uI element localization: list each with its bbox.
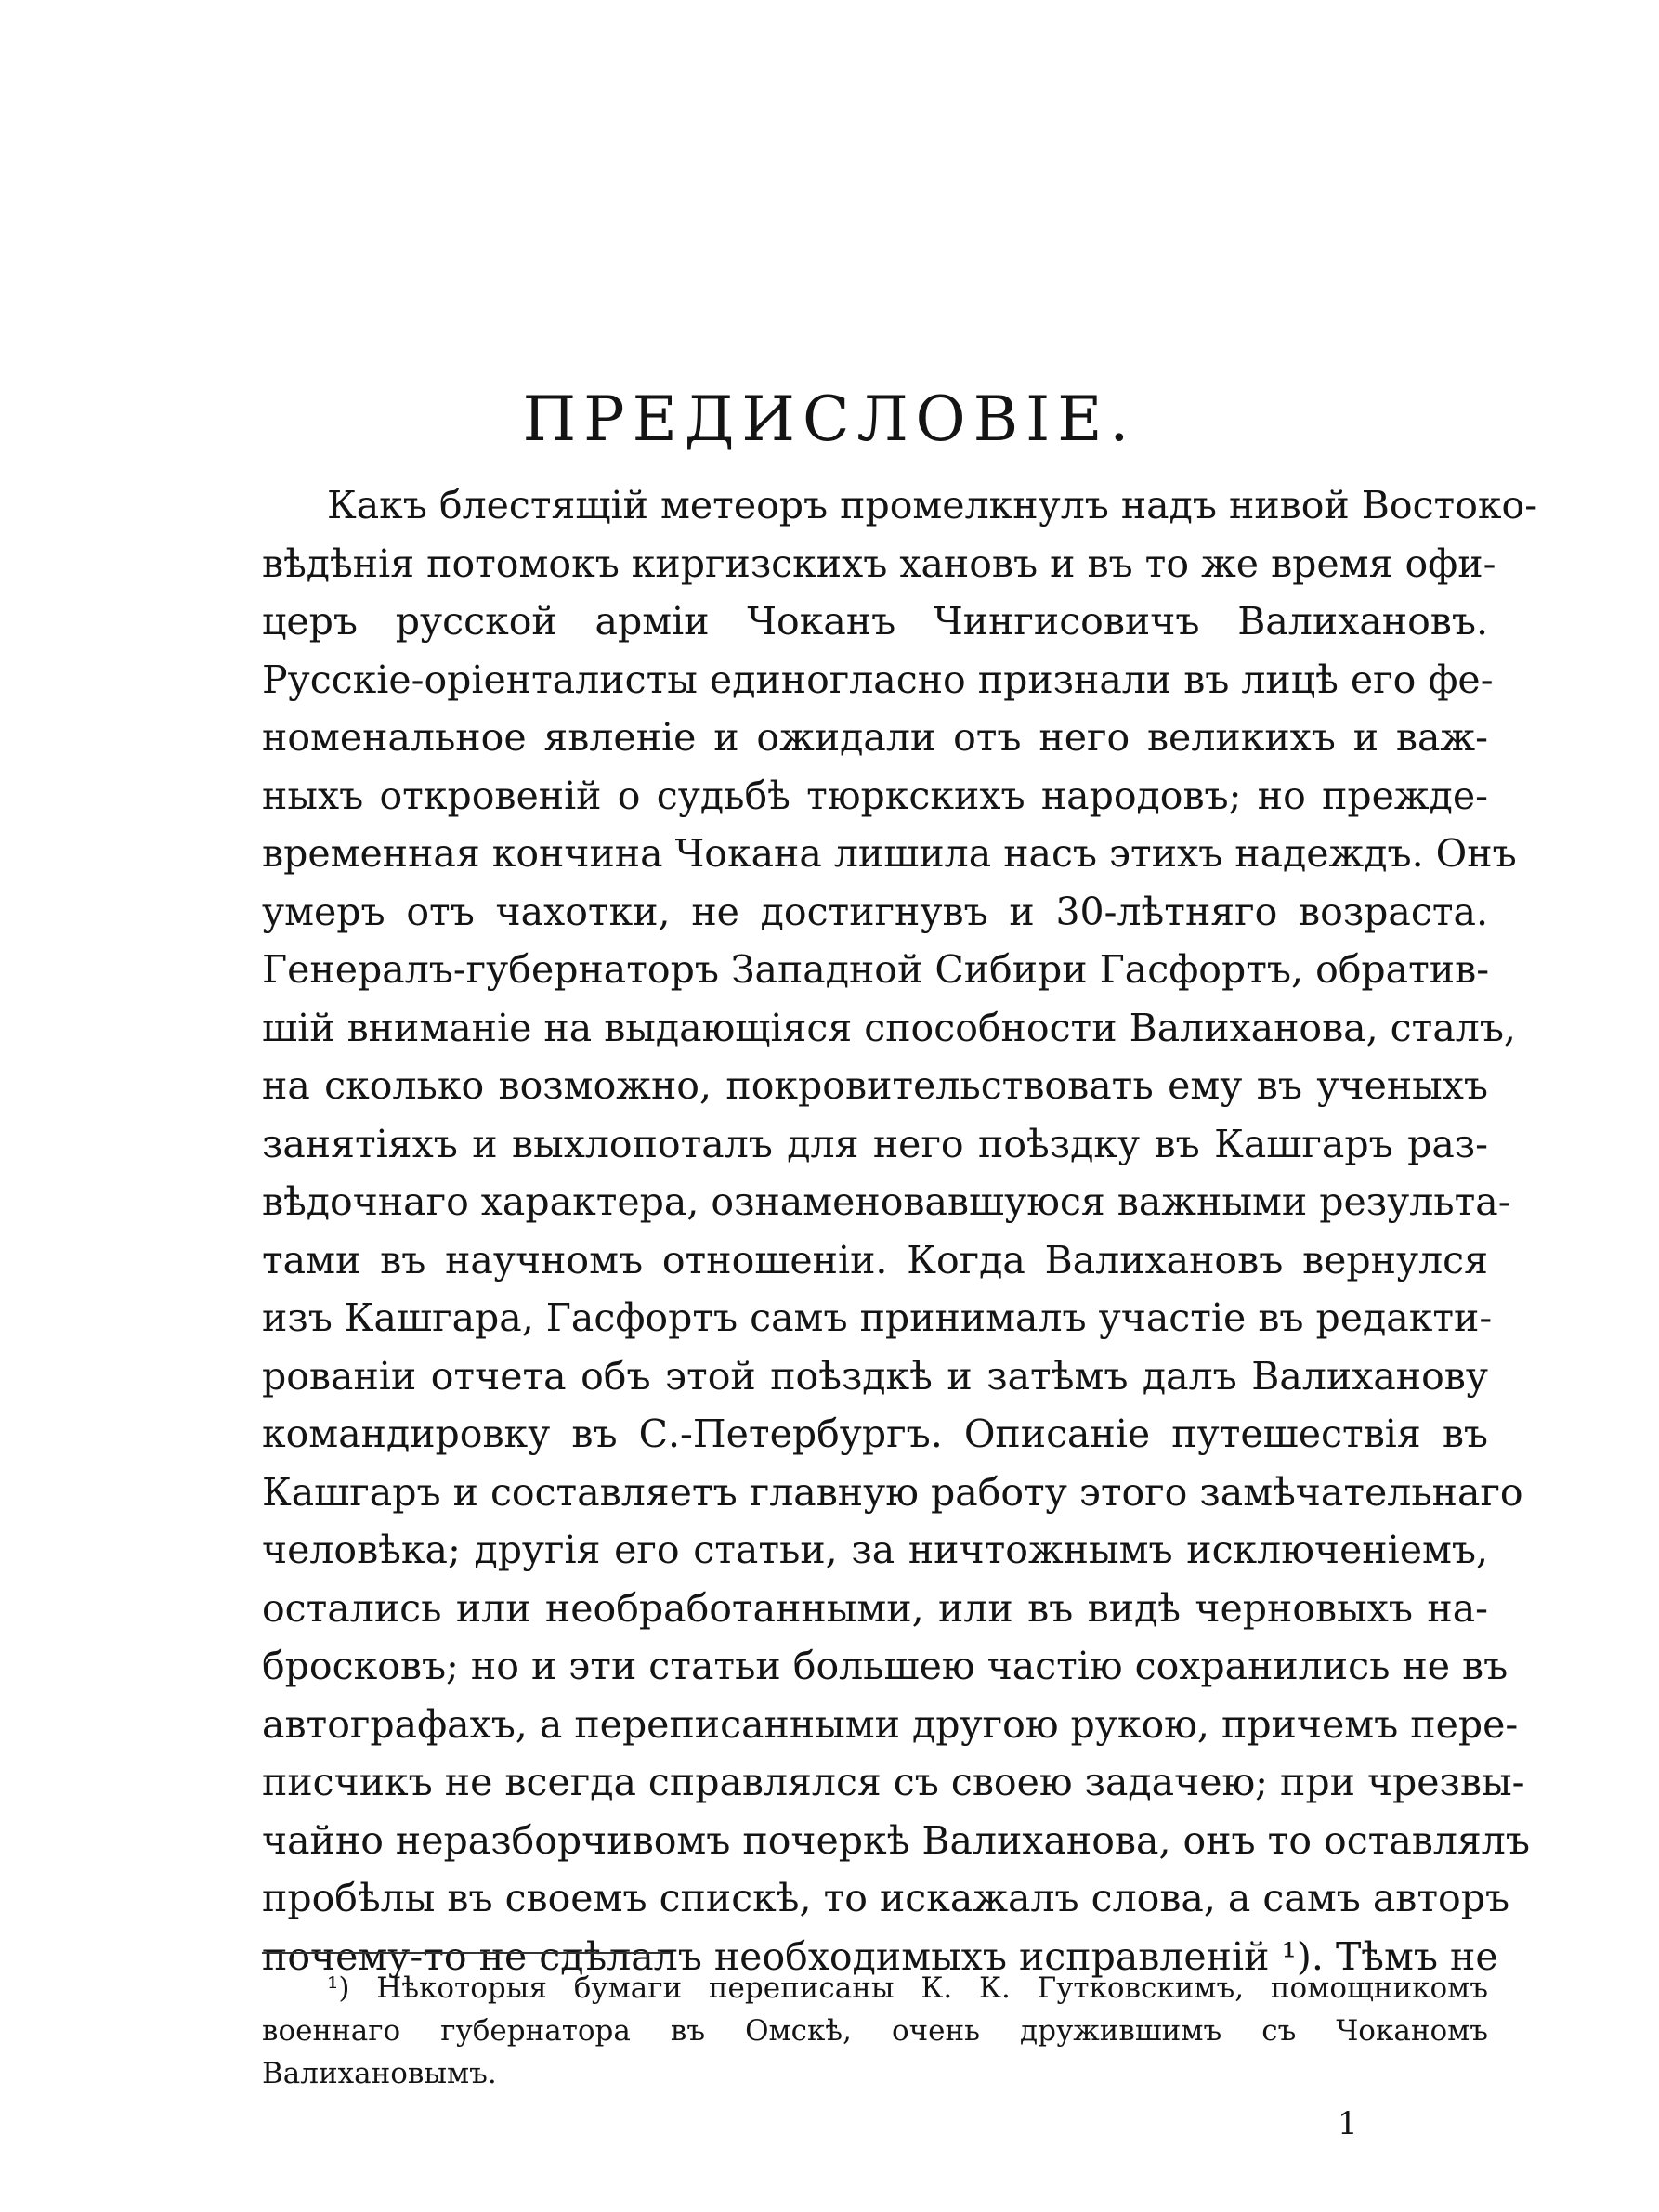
body-line: умеръ отъ чахотки, не достигнувъ и 30-лѣтняго возраста.: [262, 889, 1488, 934]
page-title: ПРЕДИСЛОВІЕ.: [522, 384, 1137, 456]
body-line: человѣка; другія его статьи, за ничтожнымъ исключеніемъ,: [262, 1528, 1488, 1572]
body-line: Кашгаръ и составляетъ главную работу этого замѣчательнаго: [262, 1469, 1523, 1515]
body-line: чайно неразборчивомъ почеркѣ Валиханова, онъ то оставлялъ: [262, 1817, 1530, 1863]
footnote-line: Валихановымъ.: [262, 2057, 497, 2090]
body-line: тами въ научномъ отношеніи. Когда Валихановъ вернулся: [262, 1237, 1488, 1282]
body-line: ныхъ откровеній о судьбѣ тюркскихъ народовъ; но прежде-: [262, 773, 1488, 818]
body-line: церъ русской арміи Чоканъ Чингисовичъ Валихановъ.: [262, 599, 1488, 644]
body-line: Генералъ-губернаторъ Западной Сибири Гасфортъ, обратив-: [262, 947, 1490, 992]
body-line: почему-то не сдѣлалъ необходимыхъ исправленій ¹). Тѣмъ не: [262, 1933, 1498, 1979]
footnote: [262, 1967, 1488, 2095]
body-line: Какъ блестящій метеоръ промелкнулъ надъ нивой Востоко-: [327, 483, 1538, 527]
body-line: шій вниманіе на выдающіяся способности Валиханова, сталъ,: [262, 1005, 1516, 1050]
footnote-line: военнаго губернатора въ Омскѣ, очень дружившимъ съ Чоканомъ: [262, 2014, 1488, 2048]
body-line: изъ Кашгара, Гасфортъ самъ принималъ участіе въ редакти-: [262, 1295, 1493, 1340]
page-number: 1: [1338, 2105, 1358, 2142]
body-line: автографахъ, а переписанными другою рукою, причемъ пере-: [262, 1701, 1519, 1747]
body-line: командировку въ С.-Петербургъ. Описаніе путешествія въ: [262, 1412, 1488, 1456]
footnote-line: ¹) Нѣкоторыя бумаги переписаны К. К. Гутковскимъ, помощникомъ: [327, 1971, 1488, 2005]
body-line: Русскіе-оріенталисты единогласно признали въ лицѣ его фе-: [262, 657, 1494, 702]
body-line: на сколько возможно, покровительствовать ему въ ученыхъ: [262, 1063, 1488, 1108]
body-line: временная кончина Чокана лишила насъ этихъ надеждъ. Онъ: [262, 831, 1517, 876]
body-line: бросковъ; но и эти статьи большею частію сохранились не въ: [262, 1644, 1509, 1688]
body-line: пробѣлы въ своемъ спискѣ, то искажалъ слова, а самъ авторъ: [262, 1876, 1510, 1920]
body-line: остались или необработанными, или въ видѣ черновыхъ на-: [262, 1585, 1488, 1631]
body-line: номенальное явленіе и ожидали отъ него великихъ и важ-: [262, 715, 1488, 760]
body-text: [262, 476, 1538, 1985]
body-line: занятіяхъ и выхлопоталъ для него поѣздку въ Кашгаръ раз-: [262, 1121, 1488, 1166]
body-line: вѣдочнаго характера, ознаменовавшуюся важными результа-: [262, 1179, 1511, 1224]
footnote-divider: [262, 1952, 671, 1954]
body-line: рованіи отчета объ этой поѣздкѣ и затѣмъ далъ Валиханову: [262, 1353, 1488, 1399]
body-line: вѣдѣнія потомокъ киргизскихъ хановъ и въ то же время офи-: [262, 540, 1496, 586]
body-line: писчикъ не всегда справлялся съ своею задачею; при чрезвы-: [262, 1760, 1525, 1804]
